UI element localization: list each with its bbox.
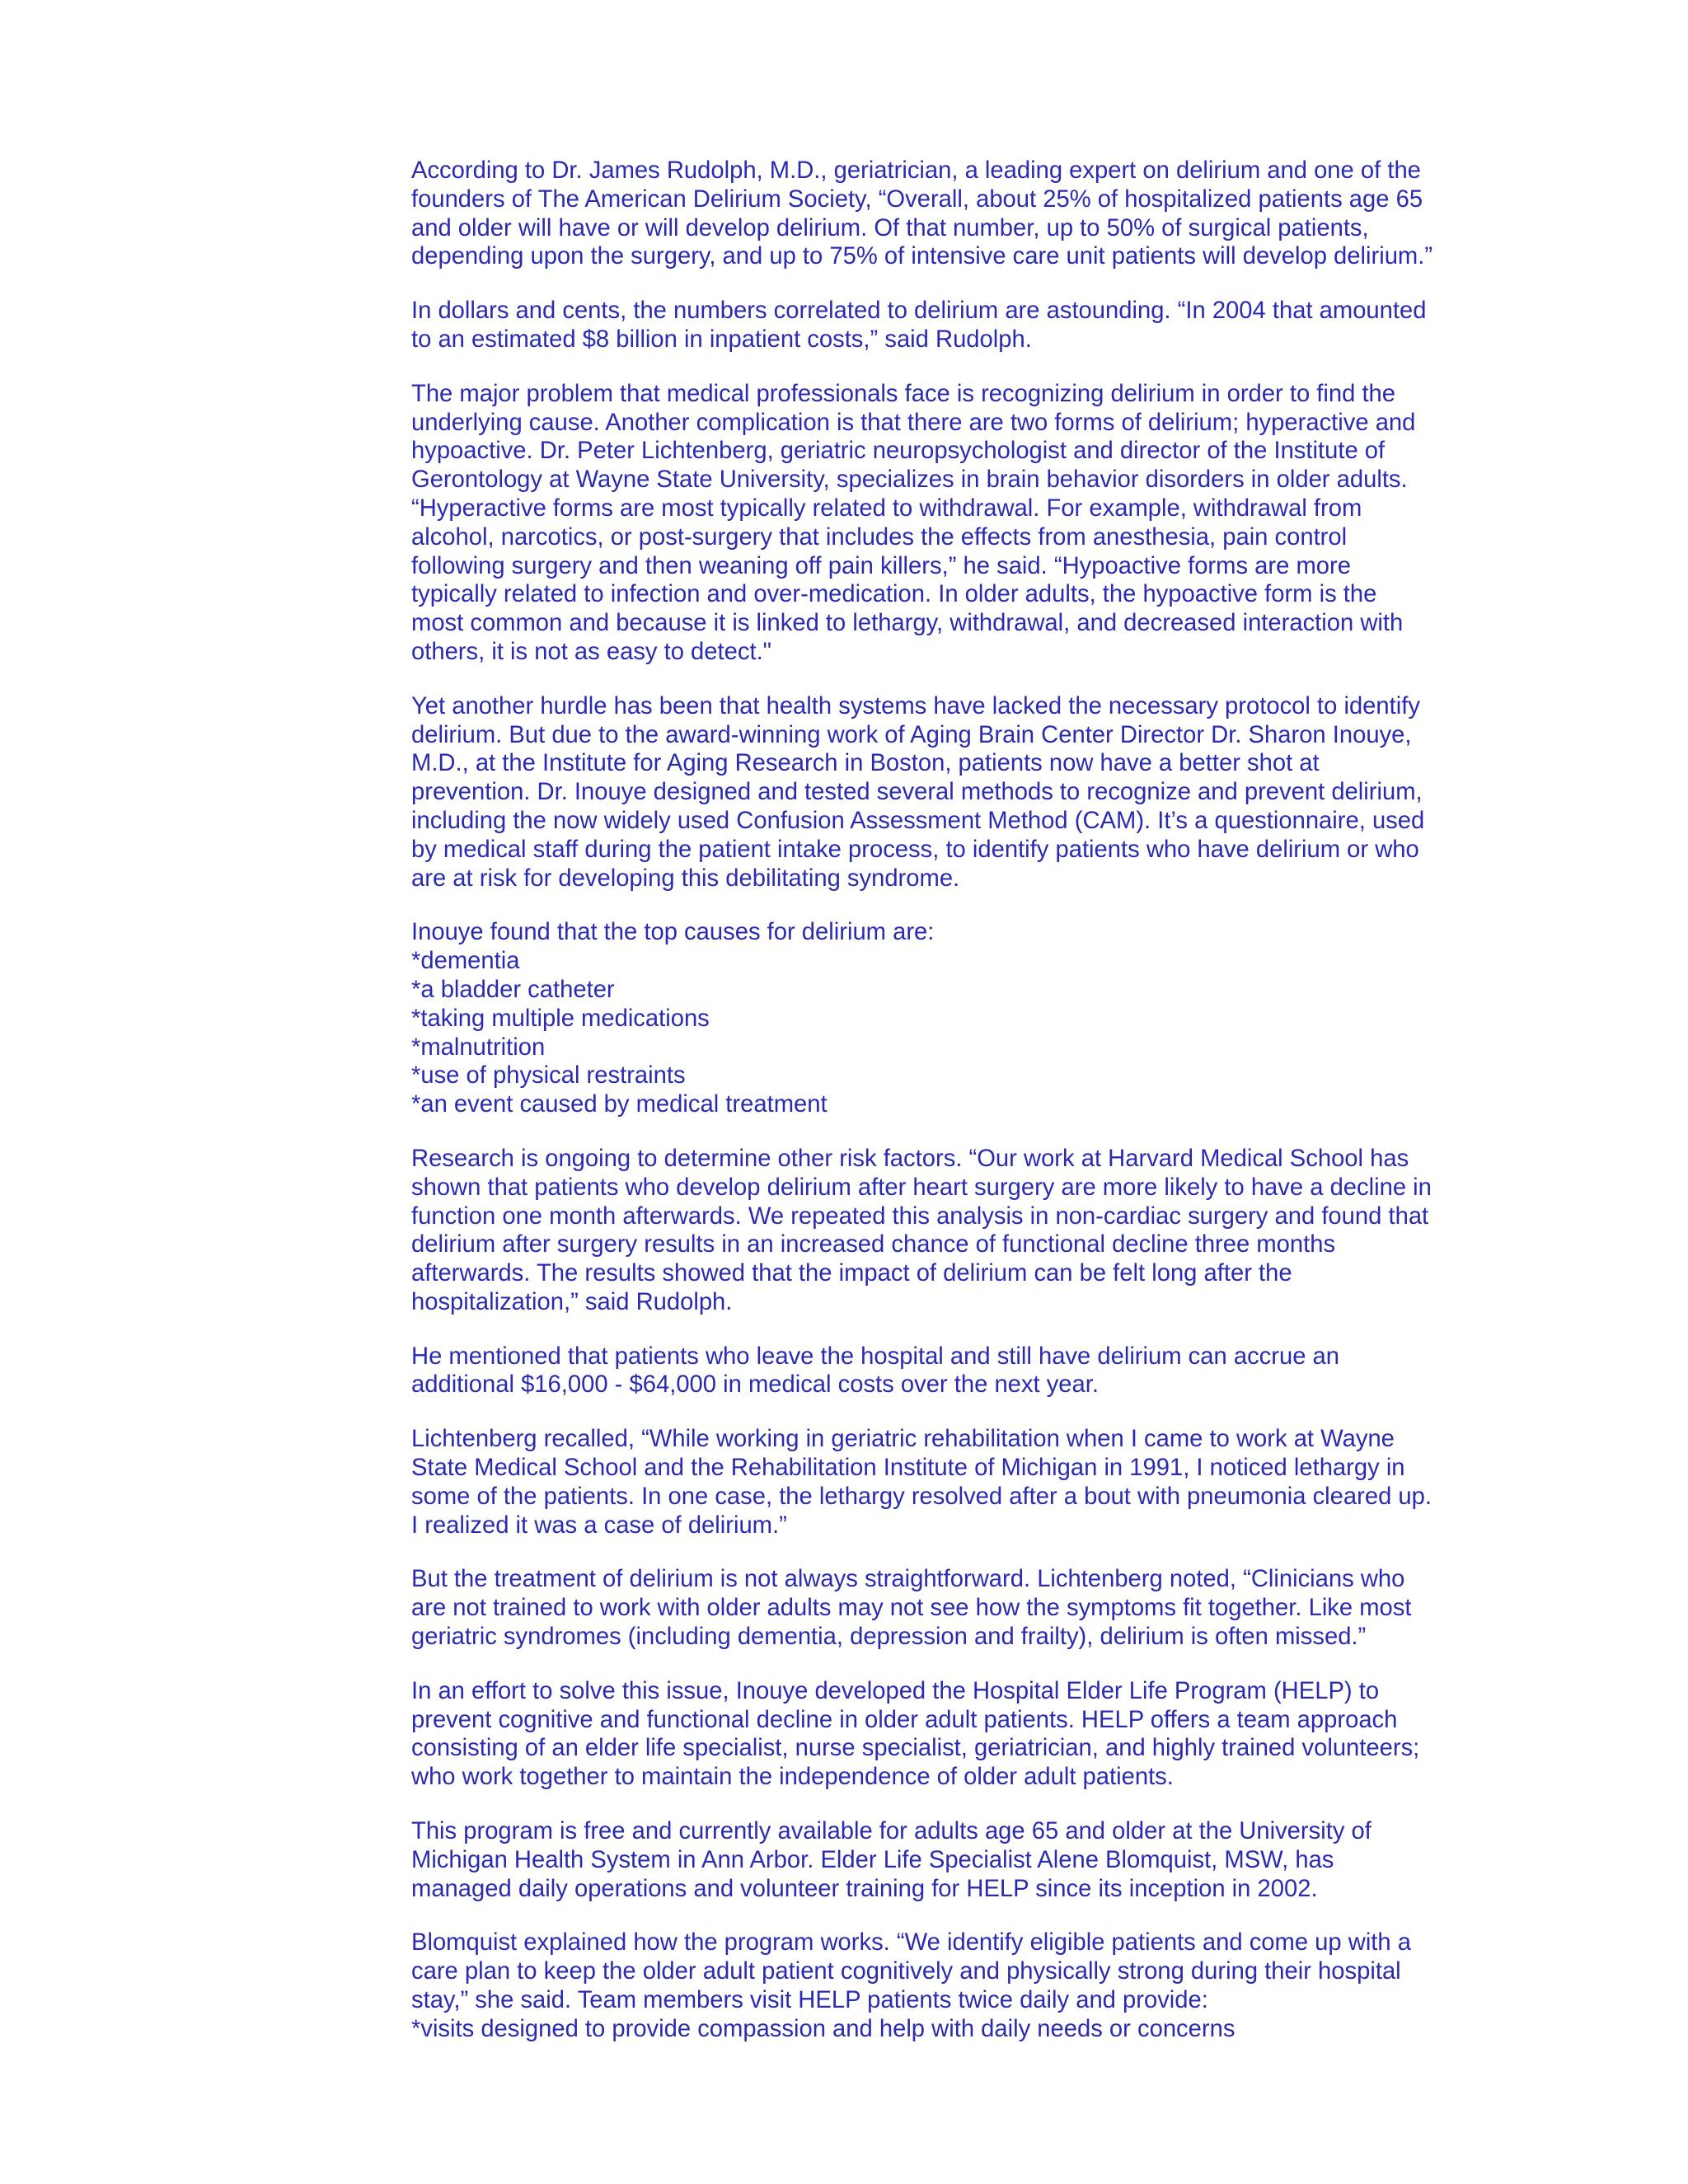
text-line: This program is free and currently available for adults age 65 and older at the University of [411, 1818, 1372, 1845]
text-line: to an estimated $8 billion in inpatient costs,” said Rudolph. [411, 326, 1032, 353]
text-line: prevention. Dr. Inouye designed and tested several methods to recognize and prevent delirium, [411, 779, 1423, 806]
text-line: Michigan Health System in Ann Arbor. Elder Life Specialist Alene Blomquist, MSW, has [411, 1846, 1334, 1873]
text-line: He mentioned that patients who leave the hospital and still have delirium can accrue an [411, 1343, 1340, 1370]
list-item: *malnutrition [411, 1033, 546, 1061]
text-line: typically related to infection and over-medication. In older adults, the hypoactive form is the [411, 581, 1377, 608]
text-line: prevent cognitive and functional decline in older adult patients. HELP offers a team approach [411, 1706, 1398, 1733]
text-line: State Medical School and the Rehabilitation Institute of Michigan in 1991, I noticed lethargy in [411, 1455, 1405, 1482]
paragraph [411, 297, 1516, 354]
text-line: depending upon the surgery, and up to 75% of intensive care unit patients will develop delirium.” [411, 243, 1433, 270]
text-line: hospitalization,” said Rudolph. [411, 1288, 733, 1315]
text-line: by medical staff during the patient intake process, to identify patients who have delirium or who [411, 836, 1419, 863]
list-item: *visits designed to provide compassion and help with daily needs or concerns [411, 2015, 1236, 2042]
paragraph [411, 380, 1516, 667]
text-line: are at risk for developing this debilitating syndrome. [411, 865, 960, 892]
text-line: shown that patients who develop delirium after heart surgery are more likely to have a decline in [411, 1174, 1432, 1201]
paragraph [411, 1565, 1516, 1651]
text-line: afterwards. The results showed that the impact of delirium can be felt long after the [411, 1260, 1292, 1287]
list-item: *an event caused by medical treatment [411, 1091, 828, 1118]
paragraph [411, 692, 1516, 893]
paragraph [411, 157, 1516, 271]
text-line: Gerontology at Wayne State University, specializes in brain behavior disorders in older adults. [411, 466, 1408, 494]
text-line: including the now widely used Confusion Assessment Method (CAM). It’s a questionnaire, used [411, 807, 1425, 834]
text-line: Research is ongoing to determine other risk factors. “Our work at Harvard Medical School has [411, 1145, 1409, 1172]
paragraph [411, 1817, 1516, 1903]
text-line: others, it is not as easy to detect." [411, 638, 772, 665]
paragraph [411, 1145, 1516, 1317]
text-line: some of the patients. In one case, the lethargy resolved after a bout with pneumonia cleared up. [411, 1483, 1432, 1510]
paragraph [411, 1929, 1516, 2043]
text-line: managed daily operations and volunteer training for HELP since its inception in 2002. [411, 1875, 1318, 1902]
text-line: and older will have or will develop delirium. Of that number, up to 50% of surgical patients, [411, 214, 1369, 241]
text-line: following surgery and then weaning off pain killers,” he said. “Hypoactive forms are more [411, 552, 1351, 579]
text-line: care plan to keep the older adult patient cognitively and physically strong during their hospital [411, 1958, 1401, 1985]
text-line: founders of The American Delirium Society, “Overall, about 25% of hospitalized patients age 65 [411, 185, 1423, 213]
text-line: additional $16,000 - $64,000 in medical costs over the next year. [411, 1371, 1099, 1399]
paragraph [411, 1677, 1516, 1792]
text-line: The major problem that medical professionals face is recognizing delirium in order to find the [411, 380, 1396, 407]
list-item: *use of physical restraints [411, 1062, 686, 1090]
text-line: hypoactive. Dr. Peter Lichtenberg, geriatric neuropsychologist and director of the Institute of [411, 438, 1386, 465]
paragraph [411, 918, 1516, 1119]
text-line: most common and because it is linked to lethargy, withdrawal, and decreased interaction with [411, 610, 1404, 637]
text-line: delirium. But due to the award-winning work of Aging Brain Center Director Dr. Sharon Inouye, [411, 721, 1412, 748]
text-line: But the treatment of delirium is not always straightforward. Lichtenberg noted, “Clinicians who [411, 1566, 1405, 1593]
article-body [411, 157, 1516, 2069]
text-line: alcohol, narcotics, or post-surgery that includes the effects from anesthesia, pain control [411, 523, 1348, 551]
text-line: Yet another hurdle has been that health systems have lacked the necessary protocol to identify [411, 692, 1420, 719]
text-line: underlying cause. Another complication is that there are two forms of delirium; hyperactive and [411, 409, 1416, 436]
text-line: geriatric syndromes (including dementia, depression and frailty), delirium is often missed.” [411, 1624, 1367, 1651]
text-line: Blomquist explained how the program works. “We identify eligible patients and come up with a [411, 1929, 1411, 1957]
list-item: *a bladder catheter [411, 976, 615, 1003]
text-line: stay,” she said. Team members visit HELP patients twice daily and provide: [411, 1987, 1208, 2014]
text-line: Inouye found that the top causes for delirium are: [411, 919, 935, 946]
text-line: are not trained to work with older adults may not see how the symptoms fit together. Like most [411, 1595, 1412, 1622]
list-item: *dementia [411, 948, 520, 975]
text-line: consisting of an elder life specialist, nurse specialist, geriatrician, and highly trained volunteers; [411, 1735, 1420, 1762]
text-line: In dollars and cents, the numbers correlated to delirium are astounding. “In 2004 that amounted [411, 298, 1427, 325]
text-line: who work together to maintain the independence of older adult patients. [411, 1764, 1174, 1791]
list-item: *taking multiple medications [411, 1005, 710, 1032]
text-line: delirium after surgery results in an increased chance of functional decline three months [411, 1231, 1336, 1258]
text-line: M.D., at the Institute for Aging Research in Boston, patients now have a better shot at [411, 750, 1320, 777]
text-line: function one month afterwards. We repeated this analysis in non-cardiac surgery and found that [411, 1202, 1429, 1230]
text-line: Lichtenberg recalled, “While working in geriatric rehabilitation when I came to work at Wayne [411, 1426, 1395, 1453]
paragraph [411, 1343, 1516, 1400]
text-line: According to Dr. James Rudolph, M.D., geriatrician, a leading expert on delirium and one of the [411, 157, 1421, 184]
text-line: “Hyperactive forms are most typically related to withdrawal. For example, withdrawal from [411, 494, 1362, 522]
paragraph [411, 1425, 1516, 1540]
text-line: In an effort to solve this issue, Inouye developed the Hospital Elder Life Program (HELP) to [411, 1677, 1380, 1704]
text-line: I realized it was a case of delirium.” [411, 1511, 787, 1539]
